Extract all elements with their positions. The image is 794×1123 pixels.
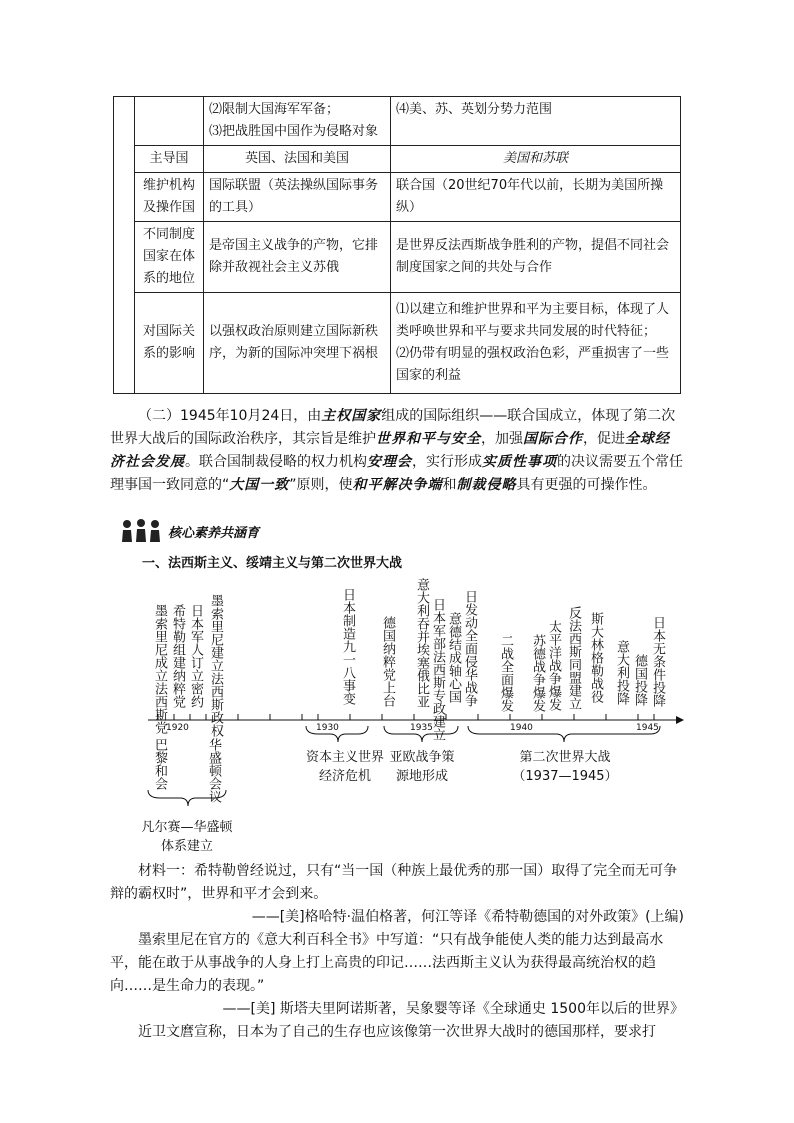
material-one: 材料一：希特勒曾经说过，只有“当一国（种族上最优秀的那一国）取得了完全而无可争辩的霸权时”，世界和平才会到来。 (110, 863, 678, 902)
brace-label: 第二次世界大战 (519, 750, 611, 765)
timeline-event: 华盛顿会议 (206, 738, 221, 803)
timeline-event: 墨索里尼成立法西斯党 (152, 604, 167, 734)
cell-line: ⑵限制大国海军军备； (209, 102, 340, 117)
year-label: 1945 (636, 723, 659, 733)
table-cell-left (204, 97, 391, 146)
timeline-event: 日本军部法西斯专政建立 (430, 598, 445, 741)
highlight: 和平解决争端 (352, 477, 443, 493)
highlight: 大国一致 (229, 477, 290, 493)
table-head-cell: 维护机构及操作国 (135, 173, 204, 222)
timeline-event: 德国投降 (632, 654, 647, 706)
timeline-axis (0, 580, 794, 840)
brace-label: 资本主义世界经济危机 (305, 750, 384, 784)
table-cell-right: 美国和苏联 (391, 146, 681, 173)
table-head-cell: 对国际关系的影响 (135, 293, 204, 394)
brace-label: 凡尔赛—华盛顿体系建立 (141, 820, 233, 854)
material-three: 近卫文麿宣称，日本为了自己的生存也应该像第一次世界大战时的德国那样，要求打 (138, 1024, 656, 1040)
timeline-event: 日本军人订立密约 (188, 604, 203, 708)
section-banner (120, 516, 259, 546)
timeline-event: 苏德战争爆发 (530, 634, 545, 712)
table-head-cell (135, 97, 204, 146)
highlight: 主权国家 (321, 408, 382, 424)
timeline-event: 日发动全面侵华战争 (462, 590, 477, 707)
paragraph-un: （二）1945年10月24日，由主权国家组成的国际组织——联合国成立，体现了第二次世界大战后的国际政治秩序，其宗旨是维护世界和平与安全，加强国际合作，促进全球经济社会发展。联合国制裁侵略的权力机构安理会，实行形成实质性事项的决议需要五个常任理事国一致同意的“大国一致”原则，使和平解决争端和制裁侵略具有更强的可操作性。 (110, 408, 683, 493)
highlight: 制裁侵略 (456, 477, 517, 493)
banner-title: 核心素养共涵育 (168, 525, 260, 541)
material-two: 墨索里尼在官方的《意大利百科全书》中写道：“只有战争能使人类的能力达到最高水平，能在敢于从事战争的人身上打上高贵的印记……法西斯主义认为获得最高统治权的趋向……是生命力的表现。” (110, 932, 664, 994)
table-cell-right: ⑷美、苏、英划分势力范围 (391, 97, 681, 146)
timeline-event: 德国纳粹党上台 (380, 616, 395, 707)
table-head-cell: 不同制度国家在体系的地位 (135, 222, 204, 293)
timeline-event: 反法西斯同盟建立 (566, 606, 581, 710)
brace-label: （1937—1945） (512, 769, 618, 784)
timeline-event: 墨索里尼建立法西斯政权 (208, 594, 223, 737)
materials (110, 860, 684, 1044)
timeline-event: 二战全面爆发 (498, 634, 513, 712)
timeline-event: 日本无条件投降 (650, 616, 665, 707)
table-cell-left: 是帝国主义战争的产物，它排除并敌视社会主义苏俄 (204, 222, 391, 293)
table-row (114, 173, 681, 222)
timeline-event: 希特勒组建纳粹党 (170, 604, 185, 708)
table-row (114, 222, 681, 293)
highlight: 全球经济社会发展 (110, 431, 670, 470)
highlight: 实质性事项 (482, 454, 557, 470)
timeline-event: 意大利吞并埃塞俄比亚 (414, 578, 429, 708)
people-icon (120, 518, 162, 544)
table-cell-left: 以强权政治原则建立国际新秩序，为新的国际冲突埋下祸根 (204, 293, 391, 394)
brace-label: 亚欧战争策源地形成 (389, 750, 455, 784)
table-row (114, 146, 681, 173)
year-label: 1940 (510, 723, 533, 733)
cell-line: ⑴以建立和维护世界和平为主要目标，体现了人类呼唤世界和平与要求共同发展的时代特征； (396, 302, 670, 339)
timeline-event: 太平洋战争爆发 (546, 620, 561, 711)
material-two-source: ——[美] 斯塔夫里阿诺斯著，吴象婴等译《全球通史 1500年以后的世界》 (222, 1001, 684, 1017)
table-row (114, 293, 681, 394)
cell-line: ⑵仍带有明显的强权政治色彩，严重损害了一些国家的利益 (396, 346, 670, 383)
year-label: 1930 (316, 723, 339, 733)
timeline-event: 日本制造九一八事变 (340, 588, 355, 705)
comparison-table (113, 96, 681, 394)
table-cell-left: 国际联盟（英法操纵国际事务的工具） (204, 173, 391, 222)
year-label: 1935 (410, 723, 433, 733)
timeline-event: 巴黎和会 (152, 738, 167, 790)
timeline-event: 意德结成轴心国 (446, 612, 461, 703)
table-cell-right: 联合国（20世纪70年代以前，长期为美国所操纵） (391, 173, 681, 222)
timeline-event: 意大利投降 (614, 640, 629, 705)
table-cell-left: 英国、法国和美国 (204, 146, 391, 173)
table-cell-right: 是世界反法西斯战争胜利的产物，提倡不同社会制度国家之间的共处与合作 (391, 222, 681, 293)
cell-line: ⑶把战胜国中国作为侵略对象 (209, 124, 379, 139)
table-row (114, 97, 681, 146)
highlight: 安理会 (367, 454, 412, 470)
timeline-event: 斯大林格勒战役 (588, 612, 603, 703)
table-side-cell (114, 97, 135, 394)
highlight: 国际合作 (523, 431, 583, 447)
highlight: 世界和平与安全 (376, 431, 481, 447)
year-label: 1920 (166, 723, 189, 733)
material-one-source: ——[美]格哈特·温伯格著，何江等译《希特勒德国的对外政策》(上编) (251, 909, 684, 925)
table-cell-right (391, 293, 681, 394)
section-title: 一、法西斯主义、绥靖主义与第二次世界大战 (142, 556, 403, 571)
table-head-cell: 主导国 (135, 146, 204, 173)
